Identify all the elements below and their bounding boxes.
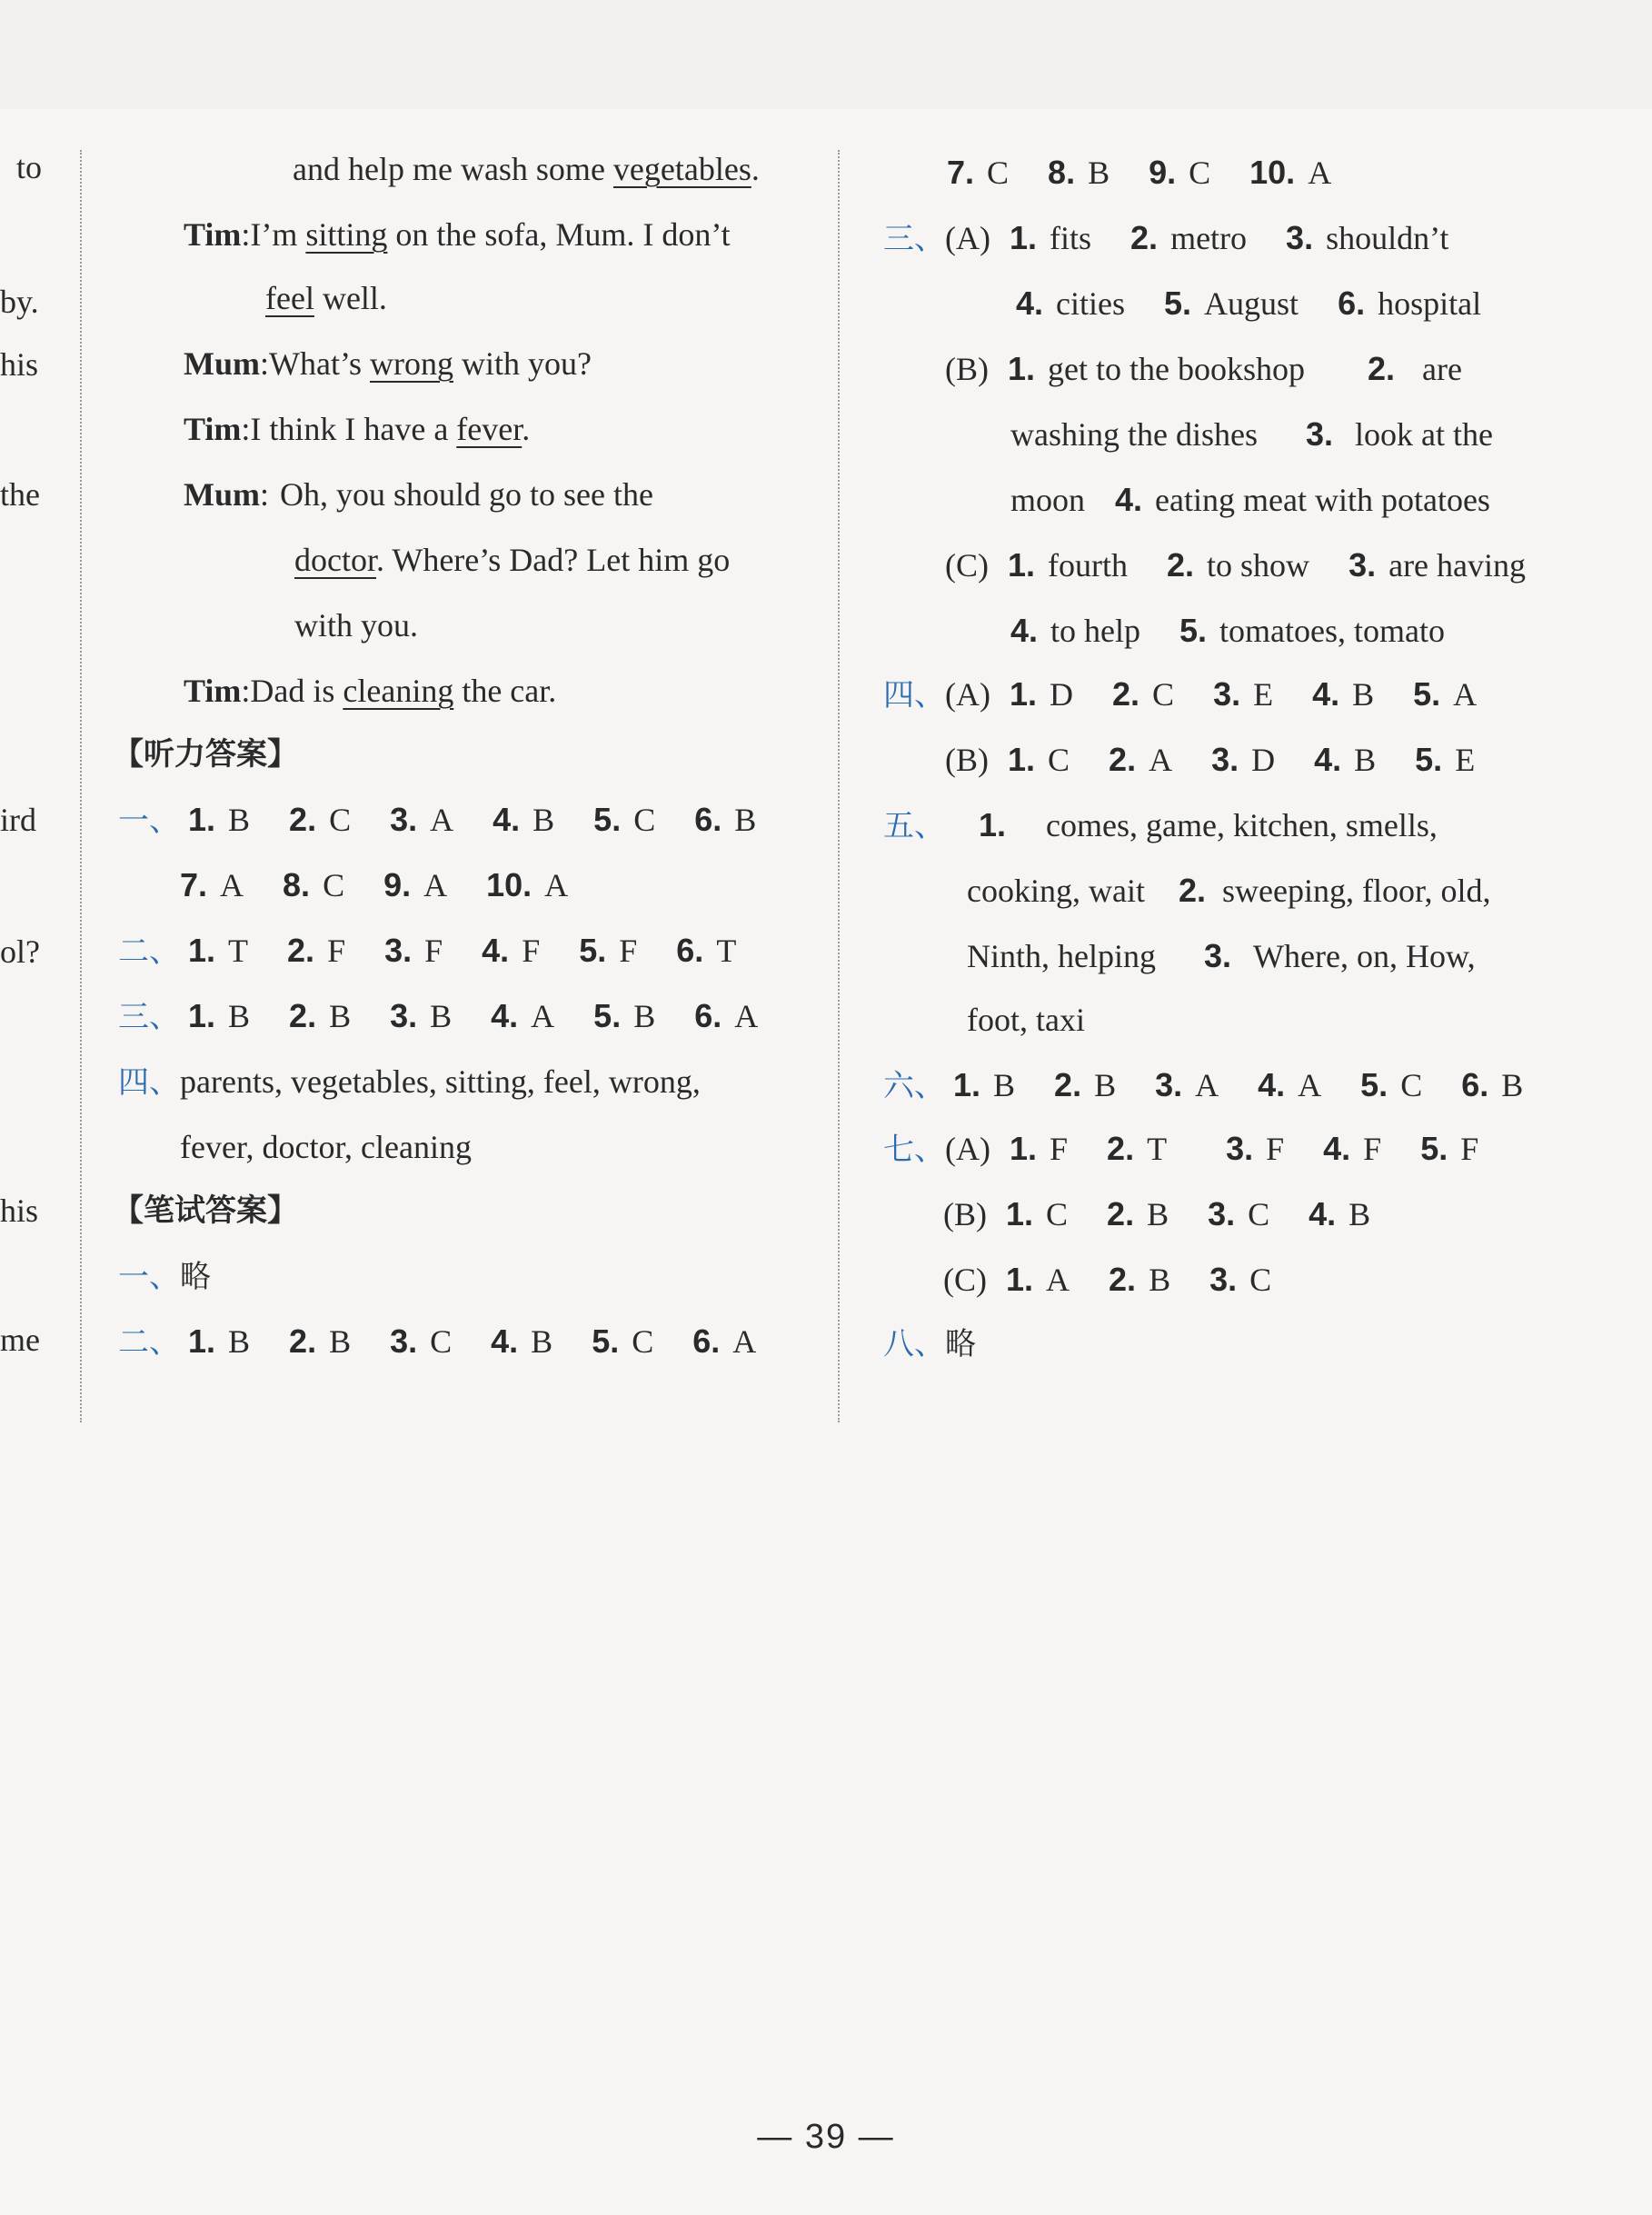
answer-row: (C) 1. A 2. B 3. C [943, 1261, 1272, 1298]
margin-fragment: ol? [0, 933, 40, 970]
section-number: 六、 [883, 1068, 945, 1104]
answer-row: (B) 1. C 2. A 3. D 4. B 5. E [945, 741, 1476, 778]
speaker-name: Tim [184, 216, 242, 253]
answer-row: fever, doctor, cleaning [180, 1129, 472, 1165]
margin-fragment: by. [0, 284, 39, 320]
section-number: 二、 [118, 933, 180, 970]
answer-row: 四、parents, vegetables, sitting, feel, wrong, [118, 1063, 701, 1101]
page-number: — 39 — [757, 2118, 895, 2156]
section-heading-listening: 【听力答案】 [113, 736, 298, 773]
section-number: 四、 [883, 677, 945, 713]
answer-row: 7. C 8. B 9. C 10. A [947, 154, 1332, 191]
dialogue-line: and help me wash some vegetables. [293, 151, 760, 187]
margin-fragment: ird [0, 802, 36, 838]
answer-row: 一、 1. B 2. C 3. A 4. B 5. C 6. B [118, 801, 757, 839]
answer-row: Ninth, helping 3. Where, on, How, [967, 937, 1476, 974]
answer-row: 四、(A) 1. D 2. C 3. E 4. B 5. A [883, 675, 1478, 713]
section-number: 三、 [883, 221, 945, 257]
margin-fragment: his [0, 346, 39, 383]
section-number: 三、 [118, 999, 180, 1035]
section-number: 二、 [118, 1324, 180, 1361]
answer-row: 七、(A) 1. F 2. T 3. F 4. F 5. F [883, 1130, 1479, 1168]
margin-fragment: the [0, 476, 40, 513]
answer-row: (B) 1. C 2. B 3. C 4. B [943, 1195, 1371, 1232]
margin-fragment: his [0, 1192, 39, 1229]
answer-row: moon 4. eating meat with potatoes [1010, 481, 1490, 518]
top-margin [0, 0, 1652, 109]
section-number: 一、 [118, 1259, 180, 1295]
answer-blank: feel [265, 280, 314, 316]
column-divider-middle [838, 150, 840, 1422]
answer-blank: fever [456, 411, 522, 447]
answer-row: washing the dishes 3. look at the [1010, 415, 1493, 453]
answer-row: 二、 1. B 2. B 3. C 4. B 5. C 6. A [118, 1322, 757, 1361]
answer-row: foot, taxi [967, 1002, 1085, 1038]
dialogue-line: Tim:Dad is cleaning the car. [184, 673, 557, 709]
answer-row: 三、 1. B 2. B 3. B 4. A 5. B 6. A [118, 997, 759, 1035]
section-number: 八、 [883, 1326, 945, 1362]
dialogue-line: Mum: Oh, you should go to see the [184, 476, 653, 513]
answer-row: 二、 1. T 2. F 3. F 4. F 5. F 6. T [118, 932, 737, 970]
answer-row: 三、(A) 1. fits 2. metro 3. shouldn’t [883, 219, 1449, 257]
speaker-name: Tim [184, 411, 242, 447]
dialogue-line: with you. [294, 607, 419, 644]
dialogue-line: Tim:I’m sitting on the sofa, Mum. I don’t [184, 216, 731, 253]
dialogue-line: Tim:I think I have a fever. [184, 411, 531, 447]
answer-blank: sitting [305, 216, 388, 253]
speaker-name: Tim [184, 673, 242, 709]
margin-fragment: to [16, 149, 43, 185]
answer-row: 六、 1. B 2. B 3. A 4. A 5. C 6. B [883, 1066, 1524, 1104]
answer-blank: wrong [370, 345, 453, 382]
answer-row: (B) 1. get to the bookshop 2. are [945, 350, 1462, 387]
section-number: 七、 [883, 1132, 945, 1168]
answer-row: 八、略 [883, 1326, 976, 1362]
section-number: 五、 [883, 808, 945, 844]
speaker-name: Mum [184, 345, 260, 382]
answer-blank: doctor [294, 542, 376, 578]
answer-blank: vegetables [612, 151, 751, 187]
answer-row: 4. to help 5. tomatoes, tomato [1010, 612, 1446, 649]
answer-row: cooking, wait 2. sweeping, floor, old, [967, 872, 1491, 909]
answer-row: (C) 1. fourth 2. to show 3. are having [945, 546, 1527, 584]
answer-row: 7. A 8. C 9. A 10. A [180, 866, 569, 903]
answer-row: 4. cities 5. August 6. hospital [1016, 284, 1482, 322]
column-divider-left [80, 150, 82, 1422]
section-heading-written: 【笔试答案】 [113, 1192, 298, 1229]
speaker-name: Mum [184, 476, 260, 513]
dialogue-line: doctor. Where’s Dad? Let him go [294, 542, 731, 578]
section-number: 四、 [118, 1064, 180, 1101]
section-number: 一、 [118, 803, 180, 839]
dialogue-line: feel well. [265, 280, 387, 316]
margin-fragment: me [0, 1322, 40, 1358]
answer-row: 五、 1. comes, game, kitchen, smells, [883, 806, 1438, 844]
answer-row: 一、略 [118, 1259, 211, 1295]
answer-blank: cleaning [343, 673, 454, 709]
dialogue-line: Mum:What’s wrong with you? [184, 345, 592, 382]
